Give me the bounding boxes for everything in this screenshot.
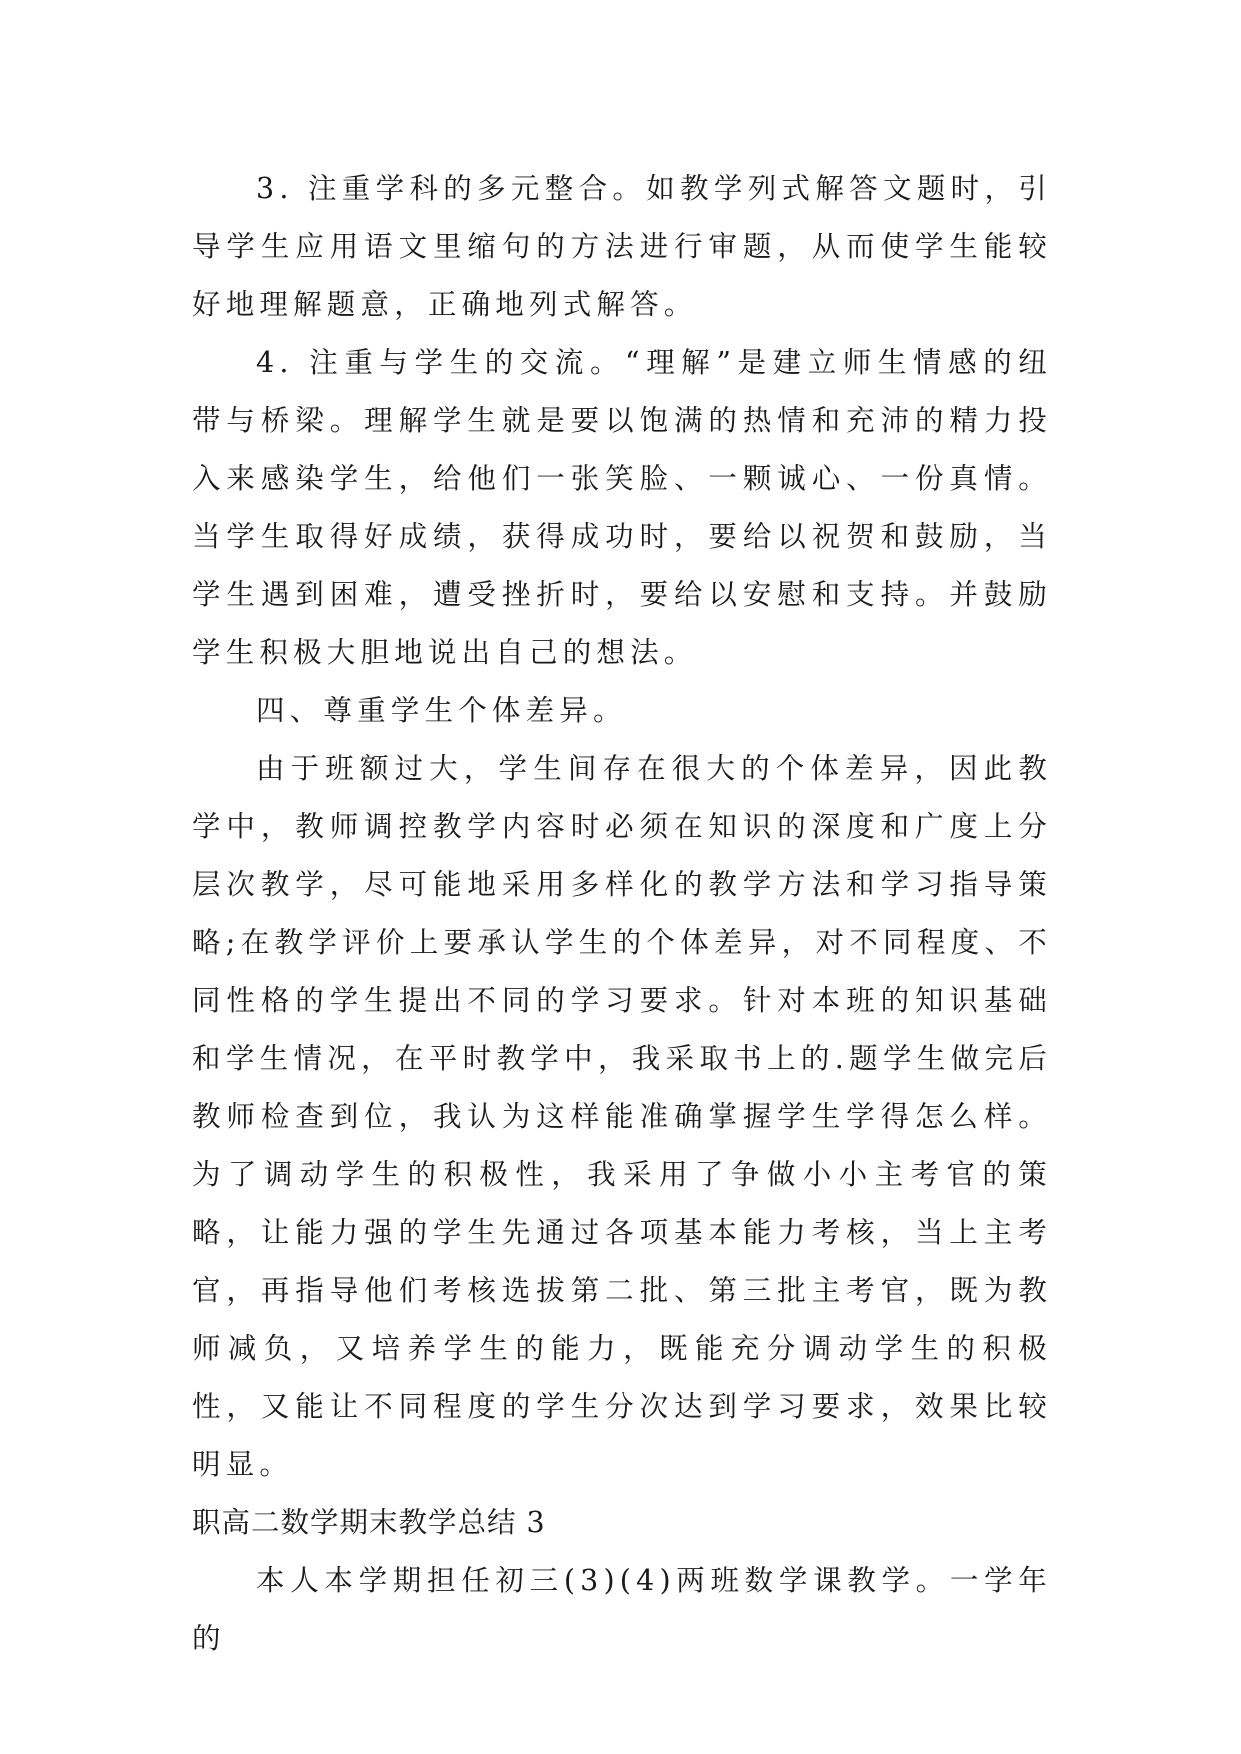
paragraph-integration: 3. 注重学科的多元整合。如教学列式解答文题时，引导学生应用语文里缩句的方法进行审题，从而使学生能较好地理解题意，正确地列式解答。 [192,172,1052,321]
document-body [192,160,1052,1668]
document-title-summary-3: 职高二数学期末教学总结 3 [192,1506,546,1539]
paragraph-intro: 本人本学期担任初三(3)(4)两班数学课教学。一学年的 [192,1564,1052,1655]
paragraph-communication: 4. 注重与学生的交流。“理解”是建立师生情感的纽带与桥梁。理解学生就是要以饱满的热情和充沛的精力投入来感染学生，给他们一张笑脸、一颗诚心、一份真情。当学生取得好成绩，获得成功时，要给以祝贺和鼓励，当学生遇到困难，遭受挫折时，要给以安慰和支持。并鼓励学生积极大胆地说出自己的想法。 [192,346,1052,669]
paragraph-individual-differences: 由于班额过大，学生间存在很大的个体差异，因此教学中，教师调控教学内容时必须在知识的深度和广度上分层次教学，尽可能地采用多样化的教学方法和学习指导策略;在教学评价上要承认学生的个体差异，对不同程度、不同性格的学生提出不同的学习要求。针对本班的知识基础和学生情况，在平时教学中，我采取书上的.题学生做完后教师检查到位，我认为这样能准确掌握学生学得怎么样。为了调动学生的积极性，我采用了争做小小主考官的策略，让能力强的学生先通过各项基本能力考核，当上主考官，再指导他们考核选拔第二批、第三批主考官，既为教师减负，又培养学生的能力，既能充分调动学生的积极性，又能让不同程度的学生分次达到学习要求，效果比较明显。 [192,752,1052,1481]
section-heading-individual-differences: 四、尊重学生个体差异。 [256,694,627,727]
